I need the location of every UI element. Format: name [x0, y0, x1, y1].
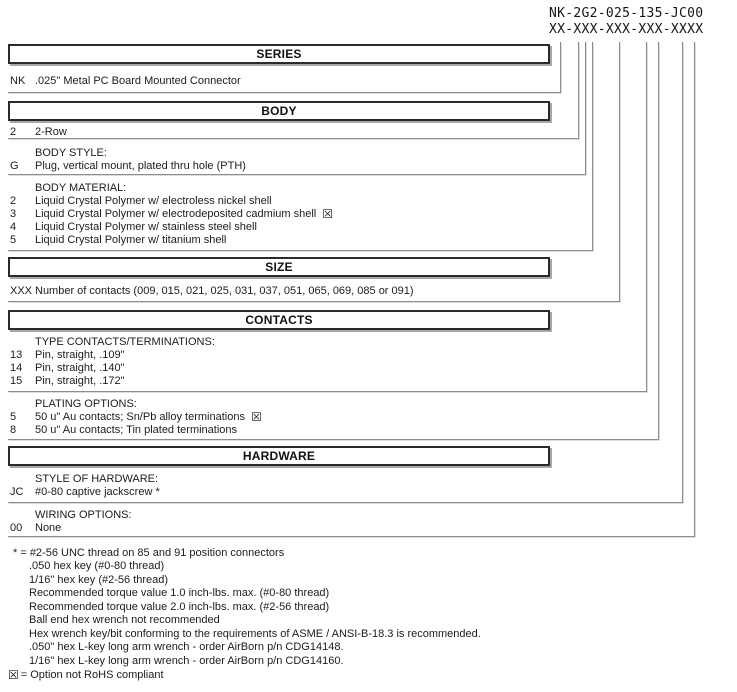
option-code: 5 — [10, 411, 17, 423]
list-item — [10, 75, 241, 87]
section-title: SERIES — [256, 47, 302, 61]
section-title: HARDWARE — [242, 449, 316, 463]
subsection-heading: WIRING OPTIONS: — [35, 509, 132, 521]
list-item — [10, 522, 61, 534]
option-code: 00 — [10, 522, 23, 534]
option-code: 14 — [10, 362, 23, 374]
footnote-line: 1/16" hex L-key long arm wrench - order AirBorn p/n CDG14160. — [29, 655, 344, 667]
option-code: 2 — [10, 126, 17, 138]
section-header-size — [8, 257, 550, 277]
option-desc: Liquid Crystal Polymer w/ electroless nickel shell — [35, 195, 272, 207]
option-desc: Pin, straight, .109" — [35, 349, 125, 361]
list-item — [10, 424, 237, 436]
footnote-line: Hex wrench key/bit conforming to the requirements of ASME / ANSI-B-18.3 is recommended. — [29, 628, 481, 640]
footnote-line: Recommended torque value 2.0 inch-lbs. max. (#2-56 thread) — [29, 601, 330, 613]
option-code: 15 — [10, 375, 23, 387]
part-number-example: NK-2G2-025-135-JC00 — [549, 6, 704, 21]
option-desc: Number of contacts (009, 015, 021, 025, 031, 037, 051, 065, 069, 085 or 091) — [35, 285, 414, 297]
footnote-line: .050 hex key (#0-80 thread) — [29, 560, 165, 572]
option-code: 5 — [10, 234, 17, 246]
option-code: 2 — [10, 195, 17, 207]
list-item — [10, 486, 160, 498]
option-desc: Pin, straight, .172" — [35, 375, 125, 387]
part-number-mask: XX-XXX-XXX-XXX-XXXX — [549, 22, 704, 37]
option-code: 13 — [10, 349, 23, 361]
subsection-heading: STYLE OF HARDWARE: — [35, 473, 159, 485]
section-title: BODY — [261, 104, 297, 118]
footnote-line: Recommended torque value 1.0 inch-lbs. max. (#0-80 thread) — [29, 587, 330, 599]
option-desc: Liquid Crystal Polymer w/ electrodeposited cadmium shell — [35, 208, 317, 220]
option-code: NK — [10, 75, 26, 87]
option-desc: 50 u" Au contacts; Sn/Pb alloy terminations — [35, 411, 245, 423]
option-desc: None — [35, 522, 62, 534]
not-rohs-icon: ☒ — [322, 207, 333, 221]
not-rohs-icon: ☒ — [8, 668, 19, 682]
subsection-heading: BODY MATERIAL: — [35, 182, 127, 194]
footnote-line: Ball end hex wrench not recommended — [29, 614, 220, 626]
option-desc: 50 u" Au contacts; Tin plated terminations — [35, 424, 238, 436]
option-code: 8 — [10, 424, 17, 436]
list-item — [10, 349, 125, 361]
section-title: CONTACTS — [245, 313, 313, 327]
footnote-line: .050" hex L-key long arm wrench - order AirBorn p/n CDG14148. — [29, 641, 344, 653]
rohs-legend — [8, 668, 164, 682]
list-item — [10, 208, 333, 220]
subsection-heading: BODY STYLE: — [35, 147, 107, 159]
subsection-heading: PLATING OPTIONS: — [35, 398, 137, 410]
option-desc: 2-Row — [35, 126, 67, 138]
list-item — [10, 195, 272, 207]
option-desc: .025" Metal PC Board Mounted Connector — [35, 75, 241, 87]
list-item — [10, 362, 125, 374]
option-desc: Pin, straight, .140" — [35, 362, 125, 374]
list-item — [10, 375, 125, 387]
option-code: G — [10, 160, 19, 172]
option-desc: Liquid Crystal Polymer w/ stainless steel shell — [35, 221, 257, 233]
rohs-legend-text: = Option not RoHS compliant — [20, 669, 164, 681]
list-item — [10, 221, 257, 233]
section-header-body — [8, 101, 550, 121]
list-item — [10, 234, 226, 246]
option-code: XXX — [10, 285, 33, 297]
option-code: 3 — [10, 208, 17, 220]
option-code: JC — [10, 486, 24, 498]
option-desc: Plug, vertical mount, plated thru hole (PTH) — [35, 160, 246, 172]
section-title: SIZE — [265, 260, 293, 274]
footnote-line: 1/16" hex key (#2-56 thread) — [29, 574, 169, 586]
list-item — [10, 126, 67, 138]
list-item — [10, 160, 246, 172]
subsection-heading: TYPE CONTACTS/TERMINATIONS: — [35, 336, 215, 348]
section-header-hardware — [8, 446, 550, 466]
option-desc: Liquid Crystal Polymer w/ titanium shell — [35, 234, 227, 246]
not-rohs-icon: ☒ — [250, 410, 262, 424]
section-header-series — [8, 44, 550, 64]
list-item — [10, 411, 262, 423]
option-code: 4 — [10, 221, 17, 233]
option-desc: #0-80 captive jackscrew * — [35, 486, 160, 498]
section-header-contacts — [8, 310, 550, 330]
list-item — [10, 285, 414, 297]
footnote-line: * = #2-56 UNC thread on 85 and 91 position connectors — [13, 547, 285, 559]
